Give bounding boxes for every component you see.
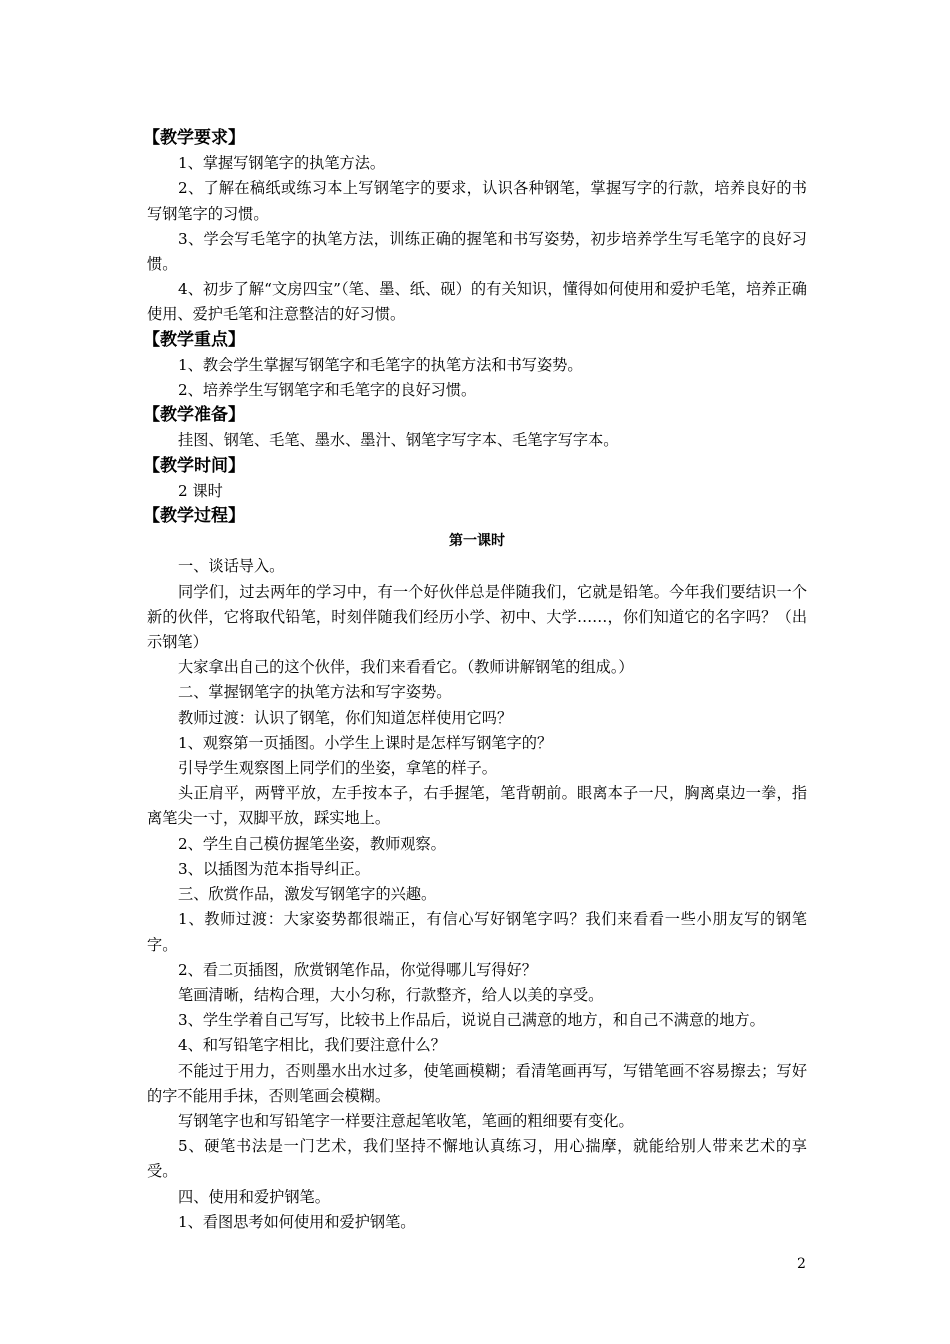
- paragraph: 引导学生观察图上同学们的坐姿，拿笔的样子。: [178, 759, 497, 778]
- paragraph: 1、看图思考如何使用和爱护钢笔。: [178, 1212, 416, 1231]
- paragraph: 三、欣赏作品，激发写钢笔字的兴趣。: [178, 885, 437, 904]
- paragraph: 3、学生学着自己写写，比较书上作品后，说说自己满意的地方，和自己不满意的地方。: [178, 1011, 765, 1030]
- section-heading-requirements: 【教学要求】: [143, 128, 245, 148]
- section-heading-time: 【教学时间】: [143, 455, 245, 476]
- paragraph: 挂图、钢笔、毛笔、墨水、墨汁、钢笔字写字本、毛笔字写字本。: [178, 431, 619, 450]
- paragraph: 大家拿出自己的这个伙伴，我们来看看它。（教师讲解钢笔的组成。）: [178, 658, 634, 677]
- paragraph: 同学们，过去两年的学习中，有一个好伙伴总是伴随我们，它就是铅笔。今年我们要结识一个新的伙伴，它将取代铅笔，时刻伴随我们经历小学、初中、大学……，你们知道它的名字吗？（出示钢笔）: [147, 582, 807, 652]
- paragraph: 二、掌握钢笔字的执笔方法和写字姿势。: [178, 683, 452, 702]
- paragraph: 3、学会写毛笔字的执笔方法，训练正确的握笔和书写姿势，初步培养学生写毛笔字的良好习惯。: [147, 229, 807, 274]
- paragraph: 4、初步了解“文房四宝”（笔、墨、纸、砚）的有关知识，懂得如何使用和爱护毛笔，培养正确使用、爱护毛笔和注意整洁的好习惯。: [147, 280, 807, 324]
- paragraph: 1、教会学生掌握写钢笔字和毛笔字的执笔方法和书写姿势。: [178, 355, 583, 374]
- paragraph: 4、和写铅笔字相比，我们要注意什么？: [178, 1036, 446, 1055]
- paragraph: 头正肩平，两臂平放，左手按本子，右手握笔，笔背朝前。眼离本子一尺，胸离桌边一拳，指离笔尖一寸，双脚平放，踩实地上。: [147, 784, 807, 828]
- paragraph: 5、硬笔书法是一门艺术，我们坚持不懈地认真练习，用心揣摩，就能给别人带来艺术的享受。: [147, 1137, 807, 1181]
- paragraph: 2 课时: [178, 481, 223, 500]
- section-heading-preparation: 【教学准备】: [143, 405, 245, 426]
- paragraph: 2、了解在稿纸或练习本上写钢笔字的要求，认识各种钢笔，掌握写字的行款，培养良好的书写钢笔字的习惯。: [147, 179, 807, 223]
- paragraph: 教师过渡：认识了钢笔，你们知道怎样使用它吗？: [178, 708, 513, 727]
- paragraph: 1、教师过渡：大家姿势都很端正，有信心写好钢笔字吗？我们来看看一些小朋友写的钢笔字。: [147, 910, 807, 954]
- page-number: 2: [797, 1256, 806, 1272]
- document-body: [143, 126, 807, 1235]
- paragraph: 四、使用和爱护钢笔。: [178, 1187, 330, 1206]
- paragraph: 1、掌握写钢笔字的执笔方法。: [178, 154, 386, 173]
- paragraph: 1、观察第一页插图。小学生上课时是怎样写钢笔字的？: [178, 733, 553, 752]
- paragraph: 笔画清晰，结构合理，大小匀称，行款整齐，给人以美的享受。: [178, 985, 604, 1004]
- paragraph: 3、以插图为范本指导纠正。: [178, 859, 370, 878]
- lesson-title: 第一课时: [449, 533, 505, 550]
- paragraph: 2、看二页插图，欣赏钢笔作品，你觉得哪儿写得好？: [178, 960, 537, 979]
- paragraph: 写钢笔字也和写铅笔字一样要注意起笔收笔，笔画的粗细要有变化。: [178, 1111, 634, 1130]
- paragraph: 2、学生自己模仿握笔坐姿，教师观察。: [178, 834, 446, 853]
- section-heading-process: 【教学过程】: [143, 506, 245, 527]
- paragraph: 不能过于用力，否则墨水出水过多，使笔画模糊；看清笔画再写，写错笔画不容易擦去；写好的字不能用手抹，否则笔画会模糊。: [147, 1061, 807, 1105]
- section-heading-key-points: 【教学重点】: [143, 329, 245, 350]
- paragraph: 2、培养学生写钢笔字和毛笔字的良好习惯。: [178, 381, 477, 400]
- paragraph: 一、谈话导入。: [178, 557, 285, 576]
